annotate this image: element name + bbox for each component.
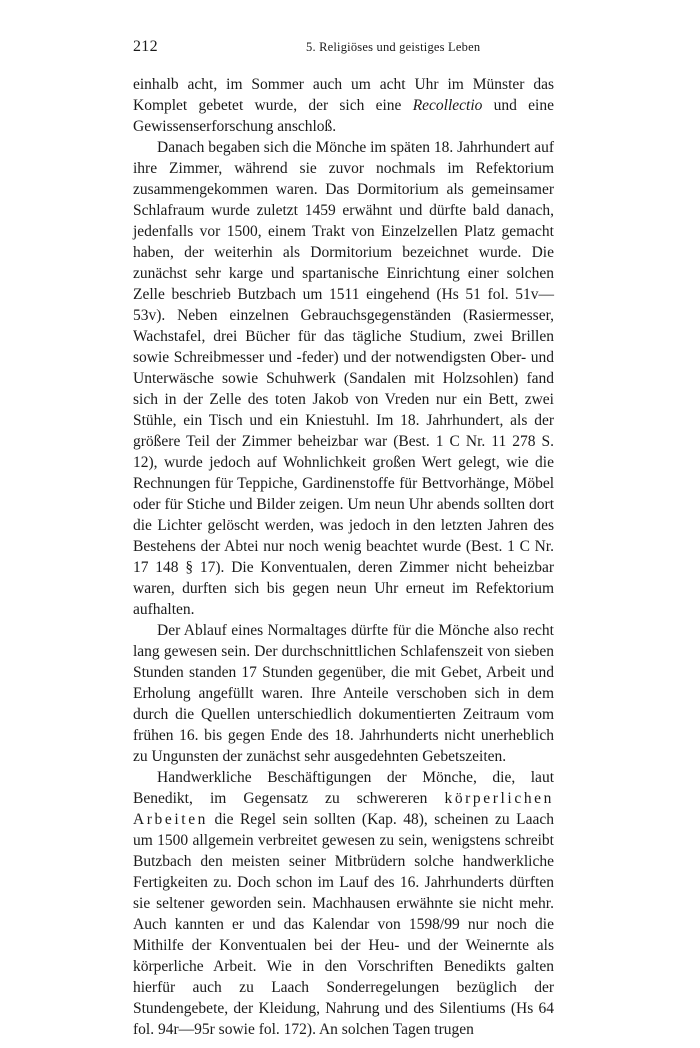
paragraph (133, 620, 554, 767)
body-text (133, 74, 554, 1040)
text-segment: Handwerkliche Beschäftigungen der Mönche, die, laut Benedikt, im Gegensatz zu schwereren (133, 769, 554, 807)
text-segment: Der Ablauf eines Normaltages dürfte für die Mönche also recht lang gewesen sein. Der durchschnittlichen Schlafenszeit von sieben Stunden standen 17 Stunden gegenüber, die mit Gebet, Arbeit und Erholung angefüllt waren. Ihre Anteile verschoben sich in dem durch die Quellen unterschiedlich dokumentierten Zeitraum vom frühen 16. bis gegen Ende des 18. Jahrhunderts nicht unerheblich zu Ungunsten der zunächst sehr ausgedehnten Gebetszeiten. (133, 622, 554, 765)
emphasized-spaced-text: körperlichen Arbeiten (133, 790, 554, 828)
chapter-title: 5. Religiöses und geistiges Leben (306, 40, 481, 54)
text-segment: Danach begaben sich die Mönche im späten 18. Jahrhundert auf ihre Zimmer, während sie zuvor nochmals im Refektorium zusammengekommen waren. Das Dormitorium als gemeinsamer Schlafraum wurde zuletzt 1459 erwähnt und dürfte bald danach, jedenfalls vor 1500, einem Trakt von Einzelzellen Platz gemacht haben, der weiterhin als Dormitorium bezeichnet wurde. Die zunächst sehr karge und spartanische Einrichtung einer solchen Zelle beschrieb Butzbach um 1511 eingehend (Hs 51 fol. 51v—53v). Neben einzelnen Gebrauchsgegenständen (Rasiermesser, Wachstafel, drei Bücher für das tägliche Studium, zwei Brillen sowie Schreibmesser und -feder) und der notwendigsten Ober- und Unterwäsche sowie Schuhwerk (Sandalen mit Holzsohlen) fand sich in der Zelle des toten Jakob von Vreden nur ein Bett, zwei Stühle, ein Tisch und ein Kniestuhl. Im 18. Jahrhundert, als der größere Teil der Zimmer beheizbar war (Best. 1 C Nr. 11 278 S. 12), wurde jedoch auf Wohnlichkeit großen Wert gelegt, wie die Rechnungen für Teppiche, Gardinenstoffe für Bettvorhänge, Möbel oder für Stiche und Bilder zeigen. Um neun Uhr abends sollten dort die Lichter gelöscht werden, was jedoch in den letzten Jahren des Bestehens der Abtei nur noch wenig beachtet wurde (Best. 1 C Nr. 17 148 § 17). Die Konventualen, deren Zimmer nicht beheizbar waren, durften sich bis gegen neun Uhr erneut im Refektorium aufhalten. (133, 139, 554, 618)
italic-term: Recollectio (412, 97, 483, 114)
text-segment: und eine Gewissenserforschung anschloß. (133, 97, 554, 135)
paragraph (133, 137, 554, 620)
text-segment: die Regel sein sollten (Kap. 48), scheinen zu Laach um 1500 allgemein verbreitet gewesen zu sein, wenigstens schreibt Butzbach den meisten seiner Mitbrüdern solche handwerkliche Fertigkeiten zu. Doch schon im Lauf des 16. Jahrhunderts dürften sie seltener geworden sein. Machhausen erwähnte sie nicht mehr. Auch kannten er und das Kalendar von 1598/99 nur noch die Mithilfe der Konventualen bei der Heu- und der Weinernte als körperliche Arbeit. Wie in den Vorschriften Benedikts galten hierfür auch zu Laach Sonderregelungen bezüglich der Stundengebete, der Kleidung, Nahrung und des Silentiums (Hs 64 fol. 94r—95r sowie fol. 172). An solchen Tagen trugen (133, 811, 554, 1038)
text-segment: einhalb acht, im Sommer auch um acht Uhr im Münster das Komplet gebetet wurde, der sich eine (133, 76, 554, 114)
paragraph (133, 74, 554, 137)
paragraph (133, 767, 554, 1040)
running-head (133, 38, 553, 58)
page-number: 212 (133, 38, 158, 55)
